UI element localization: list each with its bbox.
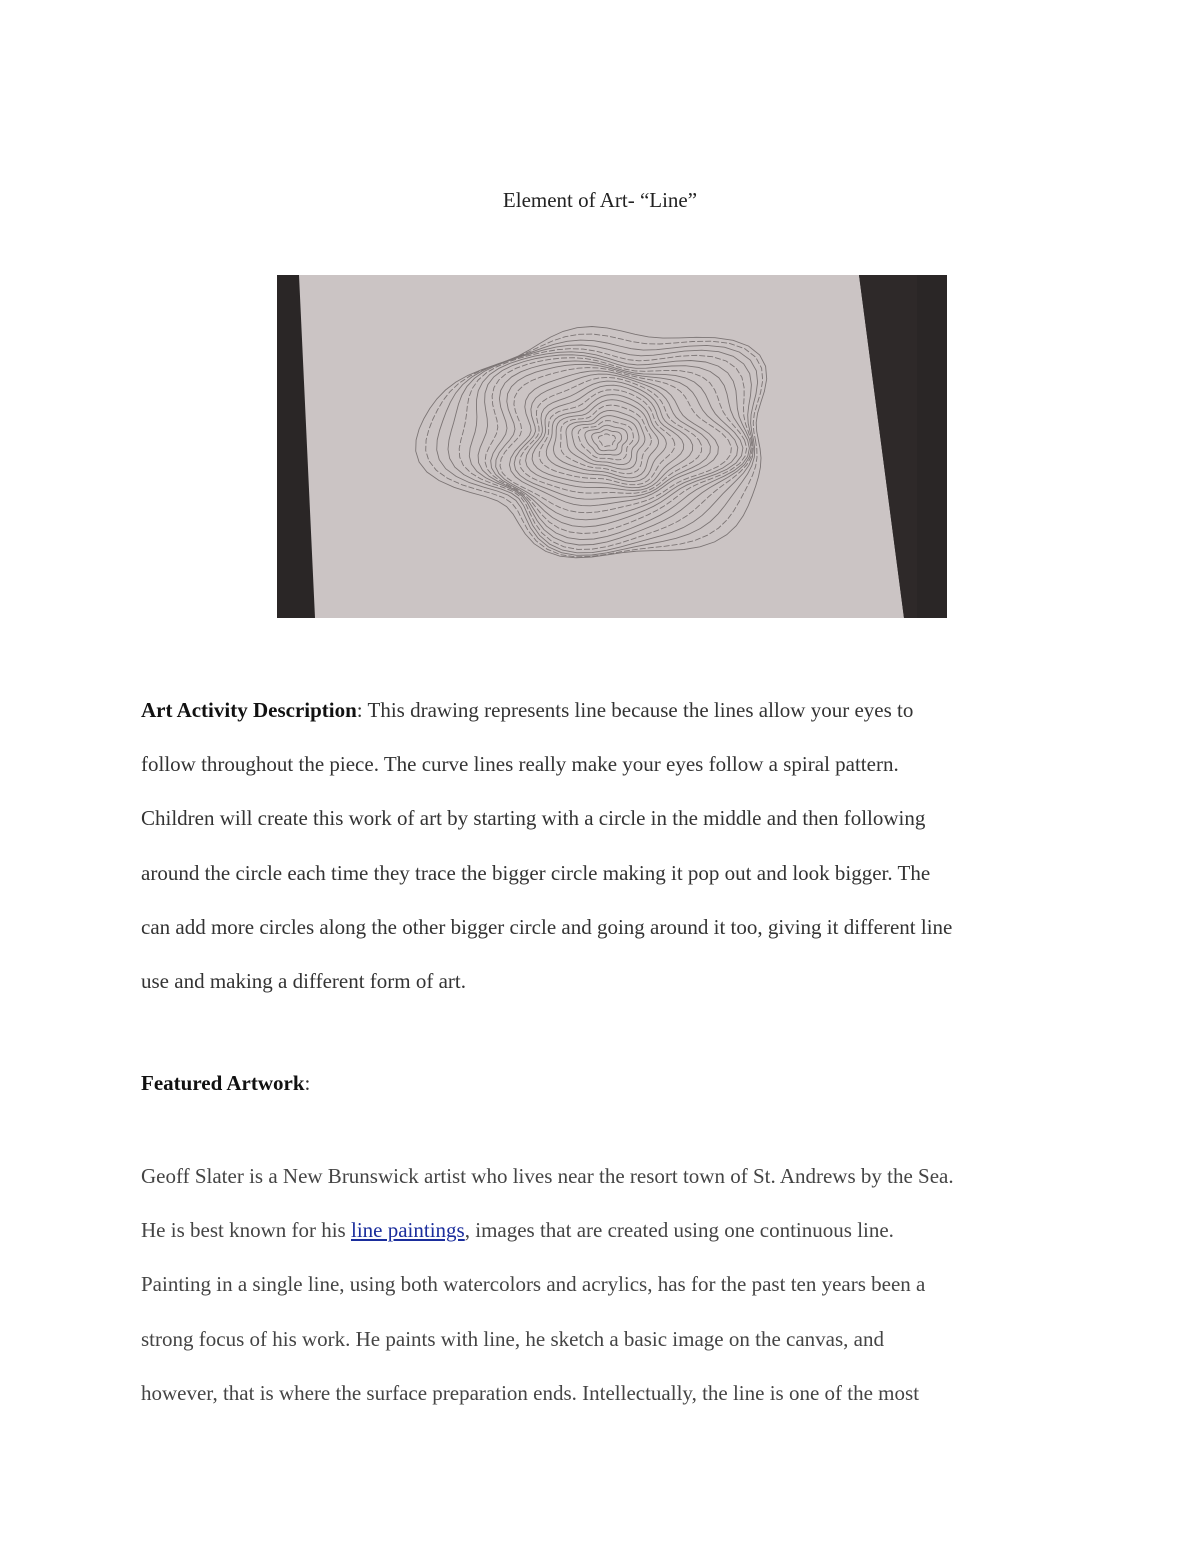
featured-label: Featured Artwork: [141, 1071, 305, 1095]
artist-line-3: Painting in a single line, using both watercolors and acrylics, has for the past ten years been a: [141, 1272, 926, 1297]
featured-artwork-heading: [141, 1068, 1071, 1098]
activity-line-3: Children will create this work of art by starting with a circle in the middle and then following: [141, 806, 926, 831]
page-title: Element of Art- “Line”: [502, 188, 698, 212]
activity-text-1: This drawing represents line because the lines allow your eyes to: [362, 698, 914, 722]
featured-colon: :: [304, 1071, 311, 1095]
activity-description: [141, 683, 1071, 1008]
artist-line-2: [141, 1203, 1071, 1257]
activity-label: Art Activity Description: [141, 698, 357, 722]
line-drawing-photo-icon: [277, 275, 947, 618]
line-paintings-link[interactable]: line paintings: [350, 1218, 465, 1243]
line-drawing-photo: [277, 275, 947, 618]
artist-line-5: however, that is where the surface preparation ends. Intellectually, the line is one of the most: [141, 1380, 920, 1405]
activity-line-6: use and making a different form of art.: [141, 969, 466, 994]
activity-line-2: follow throughout the piece. The curve lines really make your eyes follow a spiral pattern.: [141, 752, 899, 777]
activity-colon: :: [356, 698, 363, 722]
activity-line-1: [141, 683, 1071, 737]
artist-line-2-before: He is best known for his: [141, 1218, 351, 1243]
artist-line-2-after: , images that are created using one continuous line.: [464, 1218, 894, 1243]
activity-line-5: can add more circles along the other bigger circle and going around it too, giving it different line: [141, 914, 953, 939]
artist-paragraph: [141, 1149, 1071, 1420]
artist-line-1: Geoff Slater is a New Brunswick artist who lives near the resort town of St. Andrews by the Sea.: [141, 1164, 954, 1188]
activity-line-4: around the circle each time they trace the bigger circle making it pop out and look bigger. The: [141, 860, 931, 885]
artist-line-4: strong focus of his work. He paints with line, he sketch a basic image on the canvas, and: [141, 1326, 884, 1351]
